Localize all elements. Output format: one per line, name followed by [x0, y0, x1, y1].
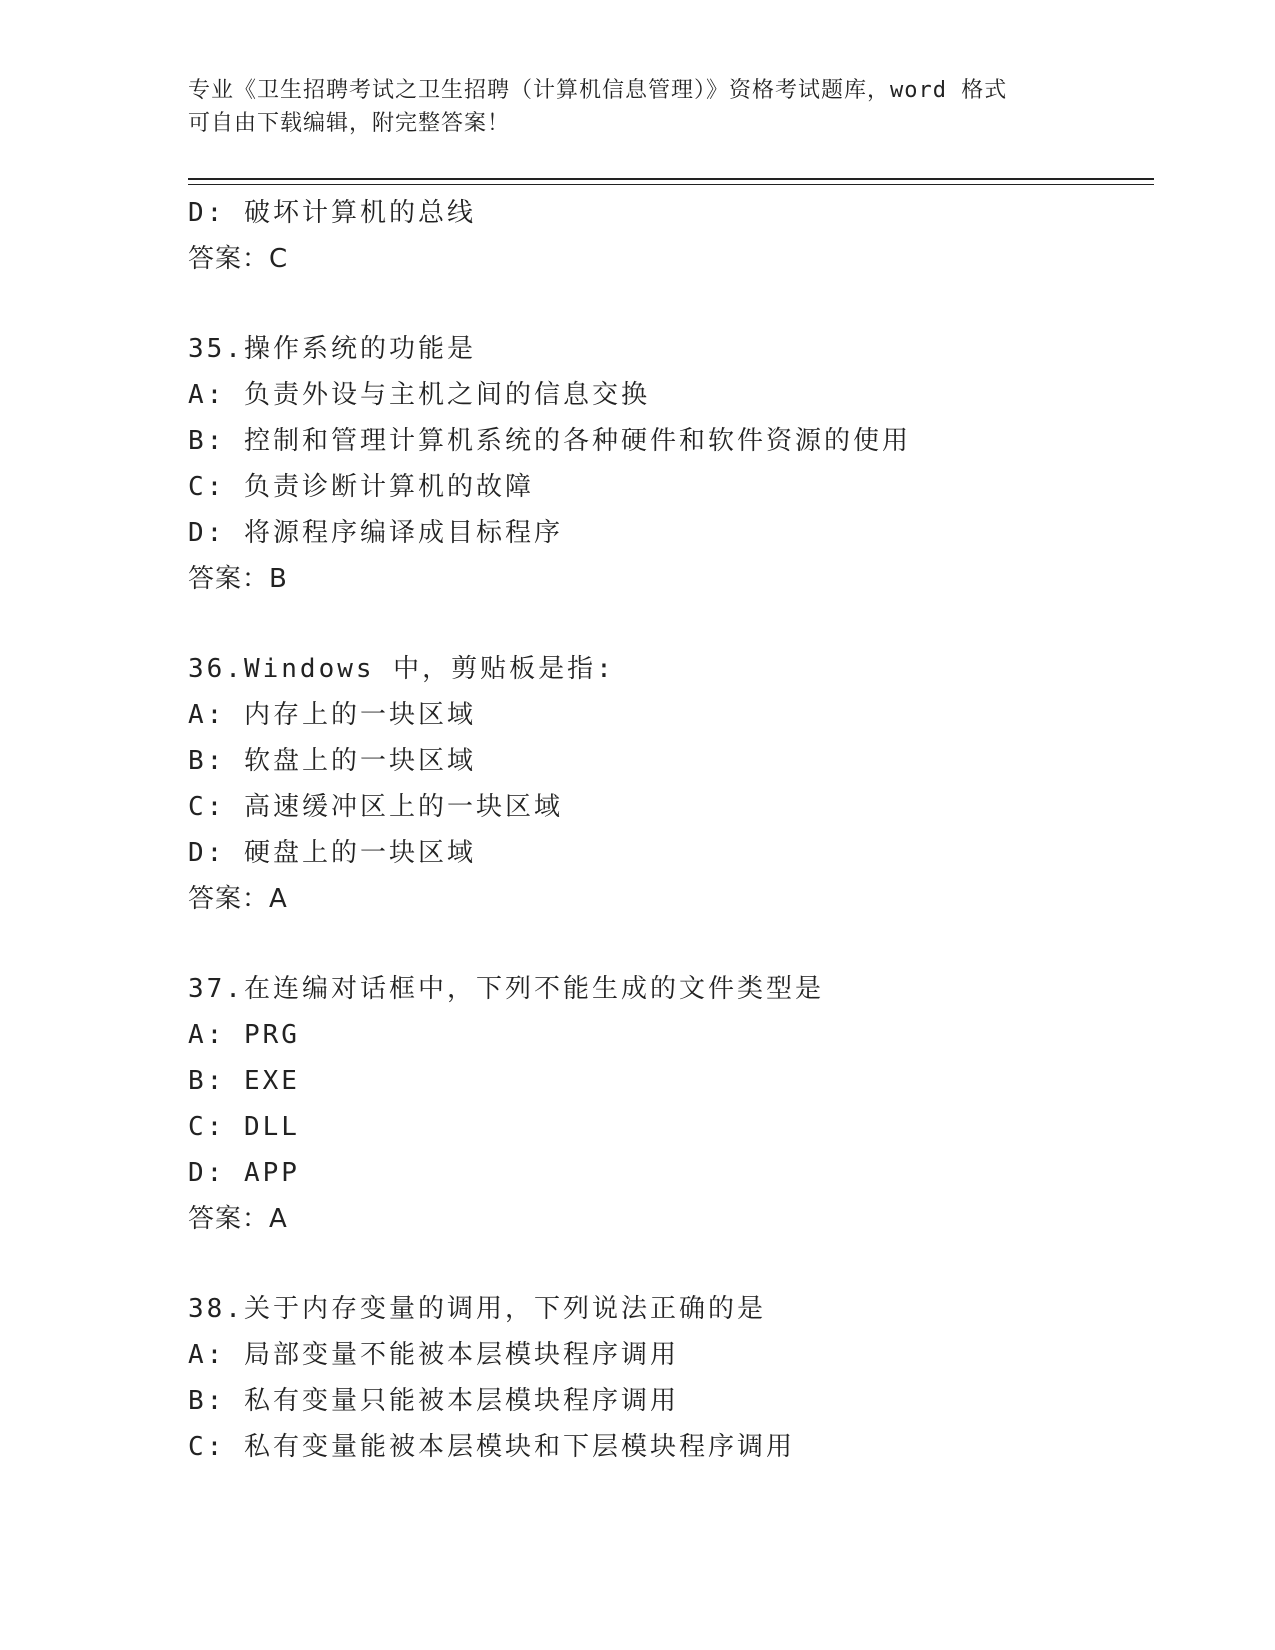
answer-line: 答案：C — [188, 244, 289, 274]
option-b: B: EXE — [188, 1066, 300, 1096]
answer-line: 答案：A — [188, 1204, 288, 1234]
question-stem: 38.关于内存变量的调用，下列说法正确的是 — [188, 1294, 766, 1324]
option-d: D: 破坏计算机的总线 — [188, 198, 476, 228]
question-list — [188, 190, 1148, 1470]
option-d: D: APP — [188, 1158, 300, 1188]
question-38 — [188, 1286, 1148, 1470]
option-b: B: 软盘上的一块区域 — [188, 746, 476, 776]
option-d: D: 硬盘上的一块区域 — [188, 838, 476, 868]
option-a: A: 负责外设与主机之间的信息交换 — [188, 380, 650, 410]
header-line-1: 专业《卫生招聘考试之卫生招聘（计算机信息管理）》资格考试题库，word 格式 — [188, 78, 1008, 103]
option-a: A: 局部变量不能被本层模块程序调用 — [188, 1340, 679, 1370]
option-b: B: 私有变量只能被本层模块程序调用 — [188, 1386, 679, 1416]
document-header — [188, 74, 1088, 140]
answer-line: 答案：A — [188, 884, 288, 914]
header-rule-thick — [188, 178, 1154, 180]
question-35 — [188, 326, 1148, 602]
option-c: C: 负责诊断计算机的故障 — [188, 472, 534, 502]
question-37 — [188, 966, 1148, 1242]
question-36 — [188, 646, 1148, 922]
question-stem: 35.操作系统的功能是 — [188, 334, 476, 364]
option-a: A: 内存上的一块区域 — [188, 700, 476, 730]
option-c: C: 私有变量能被本层模块和下层模块程序调用 — [188, 1432, 795, 1462]
option-c: C: 高速缓冲区上的一块区域 — [188, 792, 563, 822]
option-c: C: DLL — [188, 1112, 300, 1142]
option-b: B: 控制和管理计算机系统的各种硬件和软件资源的使用 — [188, 426, 911, 456]
header-line-2: 可自由下载编辑，附完整答案！ — [188, 111, 511, 136]
header-rule-thin — [188, 184, 1154, 185]
option-a: A: PRG — [188, 1020, 300, 1050]
option-d: D: 将源程序编译成目标程序 — [188, 518, 563, 548]
carryover-block — [188, 190, 1148, 282]
question-stem: 36.Windows 中，剪贴板是指: — [188, 654, 615, 684]
question-stem: 37.在连编对话框中，下列不能生成的文件类型是 — [188, 974, 824, 1004]
answer-line: 答案：B — [188, 564, 288, 594]
